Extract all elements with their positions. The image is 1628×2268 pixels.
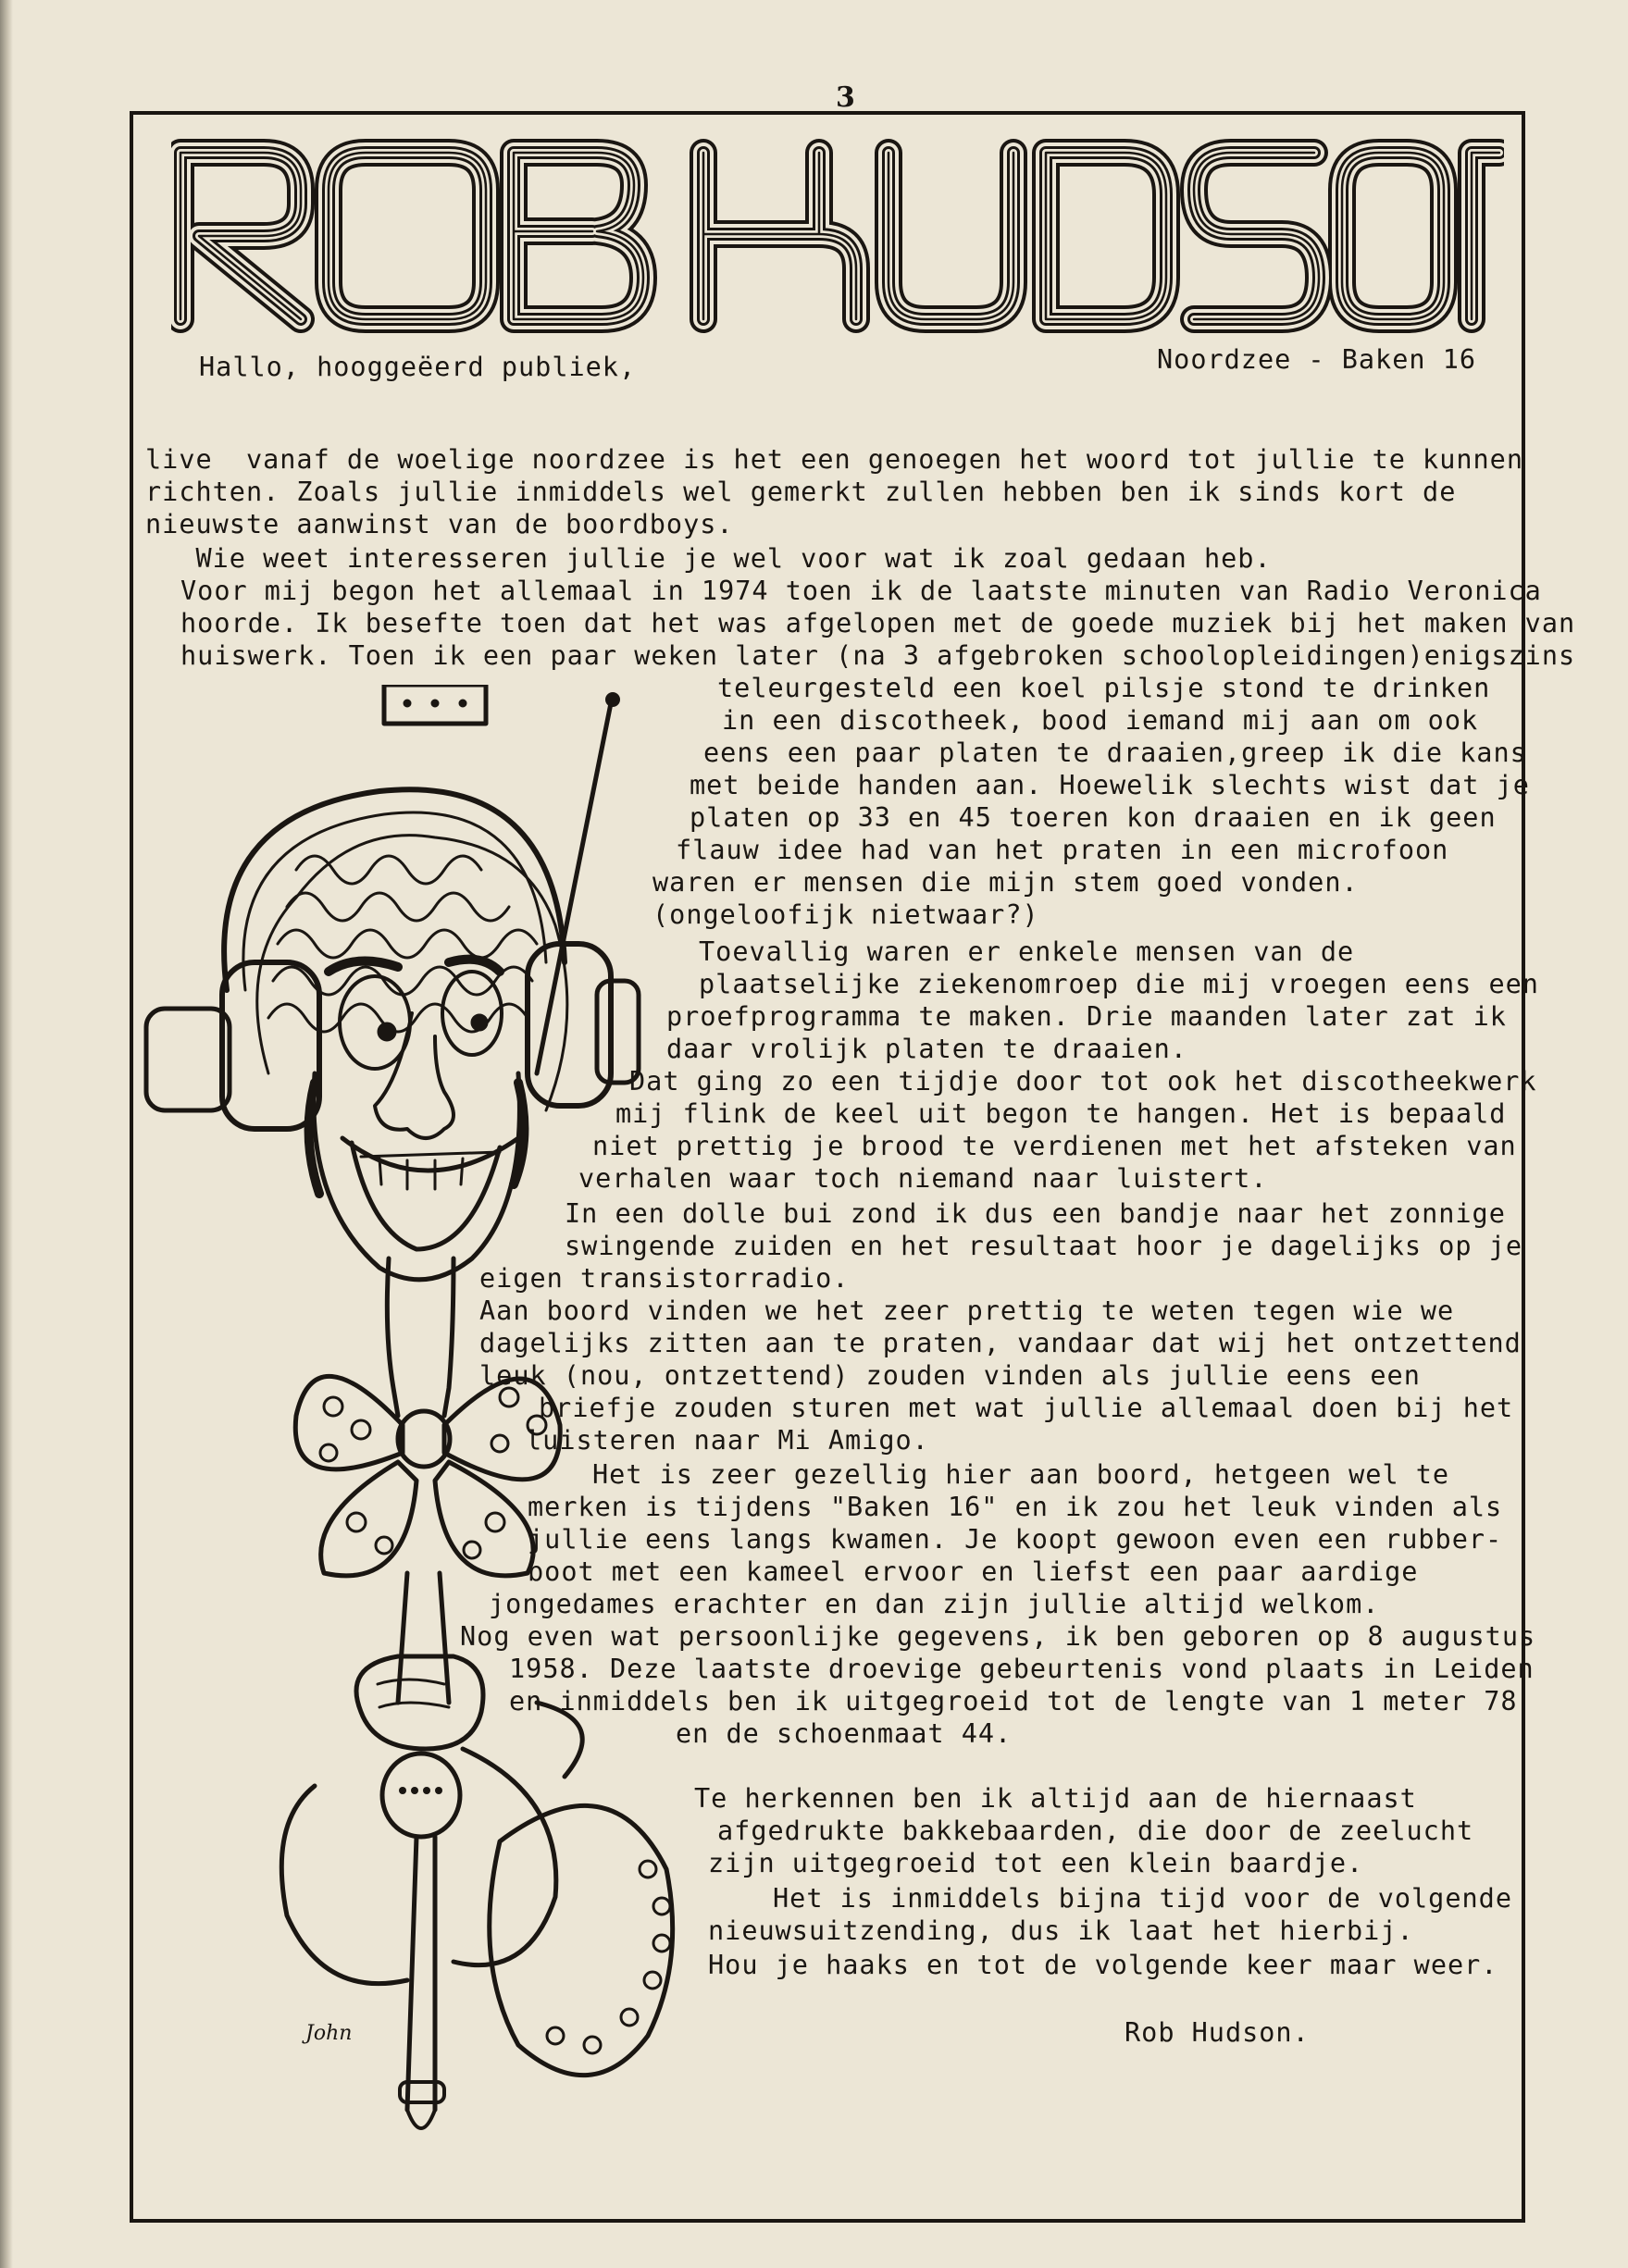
body-line: leuk (nou, ontzettend) zouden vinden als jullie eens een [479,1360,1421,1391]
body-line: eens een paar platen te draaien,greep ik die kans [703,737,1527,768]
signature: Rob Hudson. [1125,2017,1310,2048]
paper-binding-edge [0,0,13,2268]
body-line: Wie weet interesseren jullie je wel voor wat ik zoal gedaan heb. [145,543,1272,574]
body-line: teleurgesteld een koel pilsje stond te drinken [717,673,1491,703]
body-line: met beide handen aan. Hoewelik slechts wist dat je [690,770,1530,800]
body-line: boot met een kameel ervoor en liefst een paar aardige [528,1556,1419,1587]
body-line: richten. Zoals jullie inmiddels wel gemerkt zullen hebben ben ik sinds kort de [145,477,1457,507]
artist-signature: John [305,2022,353,2045]
body-line: daar vrolijk platen te draaien. [666,1034,1187,1064]
body-line: luisteren naar Mi Amigo. [526,1425,929,1456]
body-line: en inmiddels ben ik uitgegroeid tot de lengte van 1 meter 78 [509,1686,1518,1716]
body-line: flauw idee had van het praten in een microfoon [676,835,1449,865]
body-line: in een discotheek, bood iemand mij aan om ook [722,705,1479,736]
salutation: Hallo, hooggeëerd publiek, [199,352,637,382]
body-line: jongedames erachter en dan zijn jullie altijd welkom. [489,1589,1380,1619]
body-line: Nog even wat persoonlijke gegevens, ik ben geboren op 8 augustus [460,1621,1536,1652]
body-line: merken is tijdens "Baken 16" en ik zou het leuk vinden als [528,1492,1503,1522]
body-line: swingende zuiden en het resultaat hoor je dagelijks op je [565,1231,1523,1261]
body-line: briefje zouden sturen met wat jullie allemaal doen bij het [539,1393,1514,1423]
body-line: Hou je haaks en tot de volgende keer maar weer. [708,1950,1498,1980]
body-line: dagelijks zitten aan te praten, vandaar dat wij het ontzettend [479,1328,1522,1358]
body-line: nieuwste aanwinst van de boordboys. [145,509,734,539]
masthead-title [171,125,1504,337]
body-line: 1958. Deze laatste droevige gebeurtenis vond plaats in Leiden [509,1654,1535,1684]
body-line: Het is inmiddels bijna tijd voor de volgende [773,1883,1512,1914]
masthead-lettering [171,125,1504,333]
program-label: Noordzee - Baken 16 [1157,344,1477,375]
body-line: verhalen waar toch niemand naar luistert. [578,1163,1268,1194]
dj-caricature-illustration [130,685,722,2169]
body-line: Het is zeer gezellig hier aan boord, hetgeen wel te [592,1459,1450,1490]
body-line: zijn uitgegroeid tot een klein baardje. [708,1848,1364,1878]
body-line: eigen transistorradio. [479,1263,850,1294]
body-line: afgedrukte bakkebaarden, die door de zeelucht [717,1816,1474,1846]
body-line: In een dolle bui zond ik dus een bandje naar het zonnige [565,1198,1506,1229]
body-line: hoorde. Ik besefte toen dat het was afgelopen met de goede muziek bij het maken van [180,608,1576,638]
body-line: platen op 33 en 45 toeren kon draaien en ik geen [690,802,1497,833]
body-line: live vanaf de woelige noordzee is het een genoegen het woord tot jullie te kunnen [145,444,1523,475]
body-line: Voor mij begon het allemaal in 1974 toen ik de laatste minuten van Radio Veronica [180,576,1542,606]
body-line: Aan boord vinden we het zeer prettig te weten tegen wie we [479,1295,1455,1326]
body-line: jullie eens langs kwamen. Je koopt gewoon even een rubber- [528,1524,1503,1555]
page-number: 3 [836,81,855,114]
body-line: plaatselijke ziekenomroep die mij vroegen eens een [699,969,1539,999]
body-line: en de schoenmaat 44. [676,1718,1013,1749]
body-line: Te herkennen ben ik altijd aan de hiernaast [694,1783,1417,1814]
body-line: Toevallig waren er enkele mensen van de [699,936,1355,967]
body-line: Dat ging zo een tijdje door tot ook het discotheekwerk [629,1066,1537,1097]
body-line: waren er mensen die mijn stem goed vonden. [652,867,1359,898]
body-line: huiswerk. Toen ik een paar weken later (na 3 afgebroken schoolopleidingen)enigszins [180,640,1576,671]
body-line: mij flink de keel uit begon te hangen. Het is bepaald [615,1098,1507,1129]
body-line: proefprogramma te maken. Drie maanden later zat ik [666,1001,1507,1032]
body-line: (ongeloofijk nietwaar?) [652,899,1039,930]
caricature-drawing [130,685,722,2165]
body-line: nieuwsuitzending, dus ik laat het hierbij. [708,1915,1414,1946]
body-line: niet prettig je brood te verdienen met het afsteken van [592,1131,1517,1161]
